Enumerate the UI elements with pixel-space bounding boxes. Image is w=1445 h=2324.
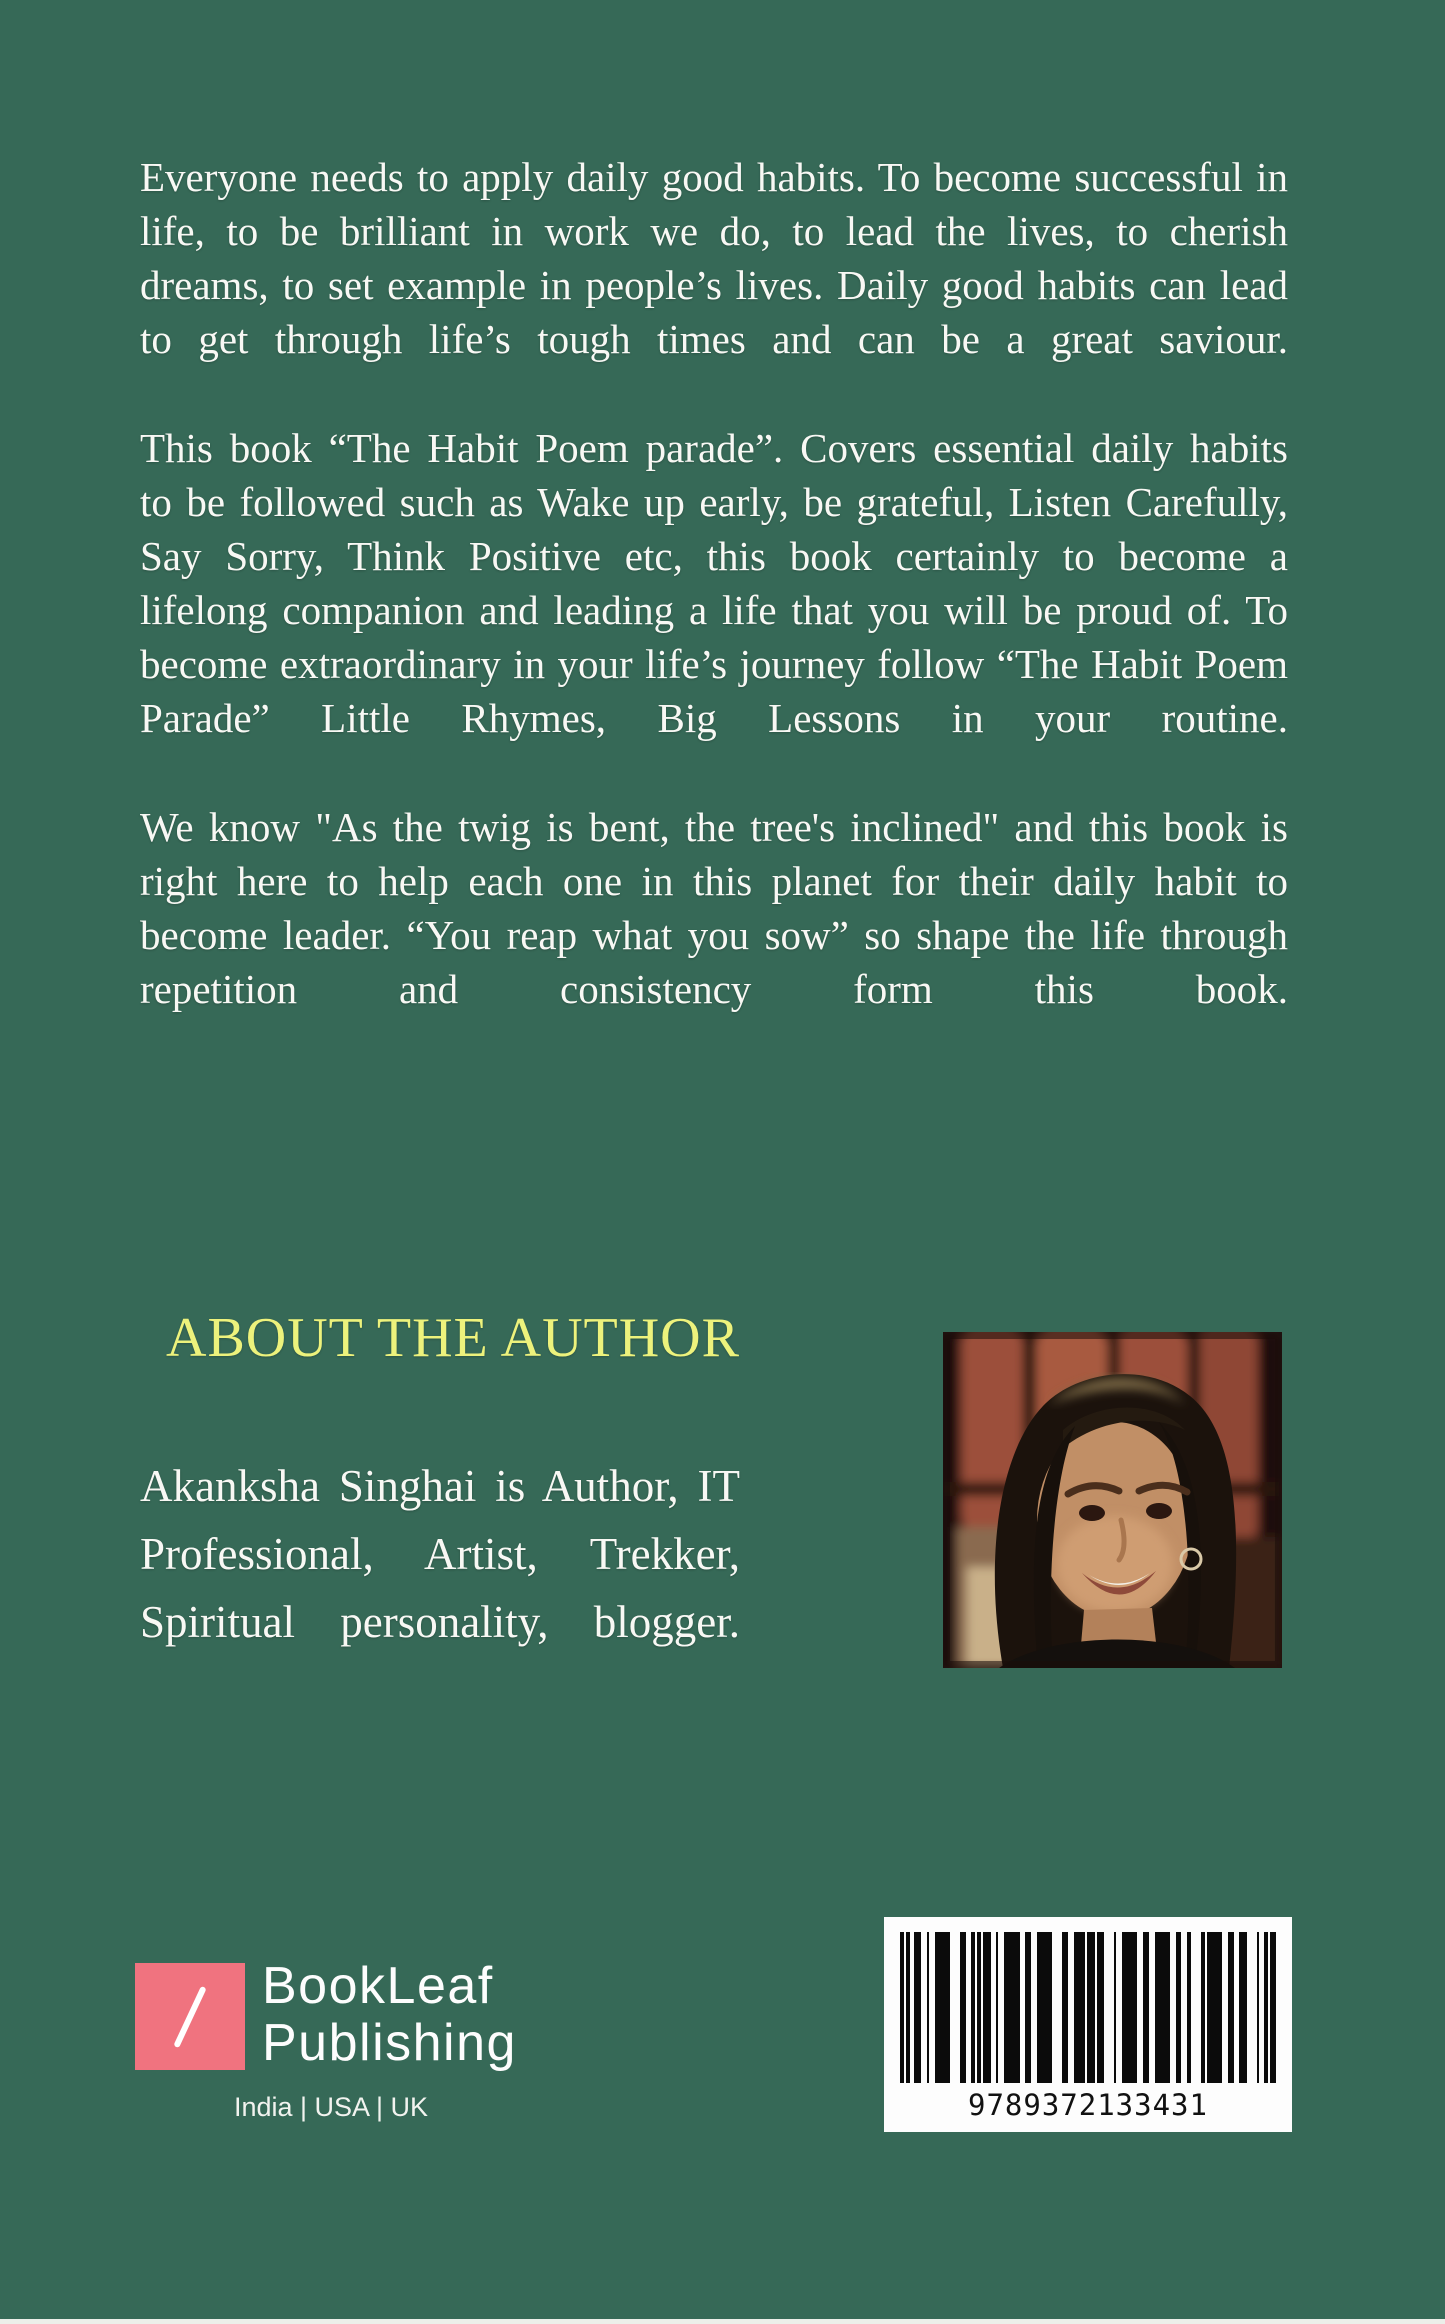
blurb-paragraph-2: This book “The Habit Poem parade”. Covers essential daily habits to be followed such as Wake up early, be grateful, Listen Carefully, Say Sorry, Think Positive etc, this book certainly to become a lifelong companion and leading a life that you will be proud of. To become extraordinary in your life’s journey follow “The Habit Poem Parade” Little Rhymes, Big Lessons in your routine. [140, 425, 1288, 741]
isbn-number: 9789372133431 [968, 2088, 1208, 2122]
barcode-bars [900, 1932, 1276, 2083]
author-bio: Akanksha Singhai is Author, IT Professional, Artist, Trekker, Spiritual personality, blogger. [140, 1461, 740, 1647]
blurb-paragraph-3: We know "As the twig is bent, the tree's inclined" and this book is right here to help each one in this planet for their daily habit to become leader. “You reap what you sow” so shape the life through repetition and consistency form this book. [140, 804, 1288, 1012]
back-cover-blurb [140, 150, 1288, 1071]
bookleaf-logo-mark [135, 1963, 245, 2070]
publisher-name-line2: Publishing [262, 2014, 517, 2072]
author-portrait-illustration [943, 1332, 1282, 1668]
publisher-name [262, 1958, 517, 2072]
blurb-paragraph-1: Everyone needs to apply daily good habits. To become successful in life, to be brilliant in work we do, to lead the lives, to cherish dreams, to set example in people’s lives. Daily good habits can lead to get through life’s tough times and can be a great saviour. [140, 154, 1288, 362]
slash-icon [173, 1986, 206, 2048]
publisher-name-line1: BookLeaf [262, 1957, 494, 2015]
about-the-author-heading: ABOUT THE AUTHOR [166, 1307, 740, 1369]
cover-bottom-edge [0, 2319, 1445, 2324]
isbn-barcode [884, 1917, 1292, 2132]
author-photo [943, 1332, 1282, 1668]
publisher-logo [135, 1958, 535, 2128]
publisher-regions: India | USA | UK [233, 2092, 429, 2122]
